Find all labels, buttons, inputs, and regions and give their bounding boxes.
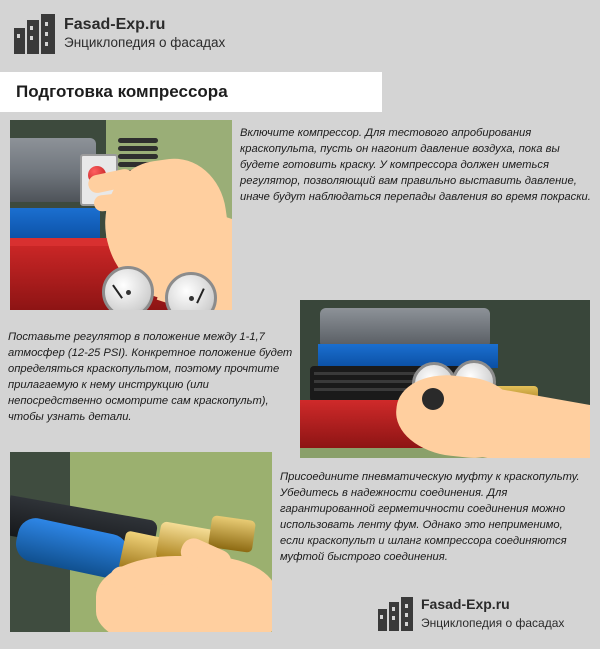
regulator-knob-graphic bbox=[422, 388, 444, 410]
step-2-text: Поставьте регулятор в положение между 1-1,7 атмосфер (12-25 PSI). Конкретное положение будет определяться краскопультом, поэтому прочтите прилагаемую к нему инструкцию (или непосредственно осмотрите сам краскопульт), чтобы узнать детали. bbox=[8, 331, 293, 423]
page-title-banner bbox=[0, 72, 382, 112]
footer-logo-title: Fasad-Exp.ru bbox=[421, 596, 510, 612]
footer-logo-subtitle: Энциклопедия о фасадах bbox=[421, 616, 565, 631]
compressor-power-switch-photo bbox=[10, 120, 232, 310]
pressure-gauge-graphic bbox=[102, 266, 154, 310]
page-title: Подготовка компрессора bbox=[16, 82, 228, 101]
compressor-regulator-hand-photo bbox=[300, 300, 590, 458]
footer-logo[interactable] bbox=[378, 596, 564, 633]
building-blocks-icon bbox=[14, 14, 56, 54]
pneumatic-coupling-hose-photo bbox=[10, 452, 272, 632]
header-bar bbox=[0, 0, 600, 62]
step-3-text: Присоедините пневматическую муфту к краскопульту. Убедитесь в надежности соединения. Для гарантированной герметичности соединения можно использовать ленту фум. Однако это неприменимо, если краскопульт и шланг компрессора соединяются муфтой быстрого соединения. bbox=[280, 471, 580, 563]
step-1-text: Включите компрессор. Для тестового апробирования краскопульта, пусть он нагонит давление воздуха, пока вы будете готовить краску. У компрессора должен иметься регулятор, позволяющий вам правильно выставить давление, иначе будут наблюдаться перепады давления во время покраски. bbox=[240, 127, 591, 203]
logo-title: Fasad-Exp.ru bbox=[64, 15, 166, 33]
logo-subtitle: Энциклопедия о фасадах bbox=[64, 35, 226, 50]
site-logo[interactable] bbox=[14, 14, 225, 54]
building-blocks-icon bbox=[378, 597, 414, 631]
